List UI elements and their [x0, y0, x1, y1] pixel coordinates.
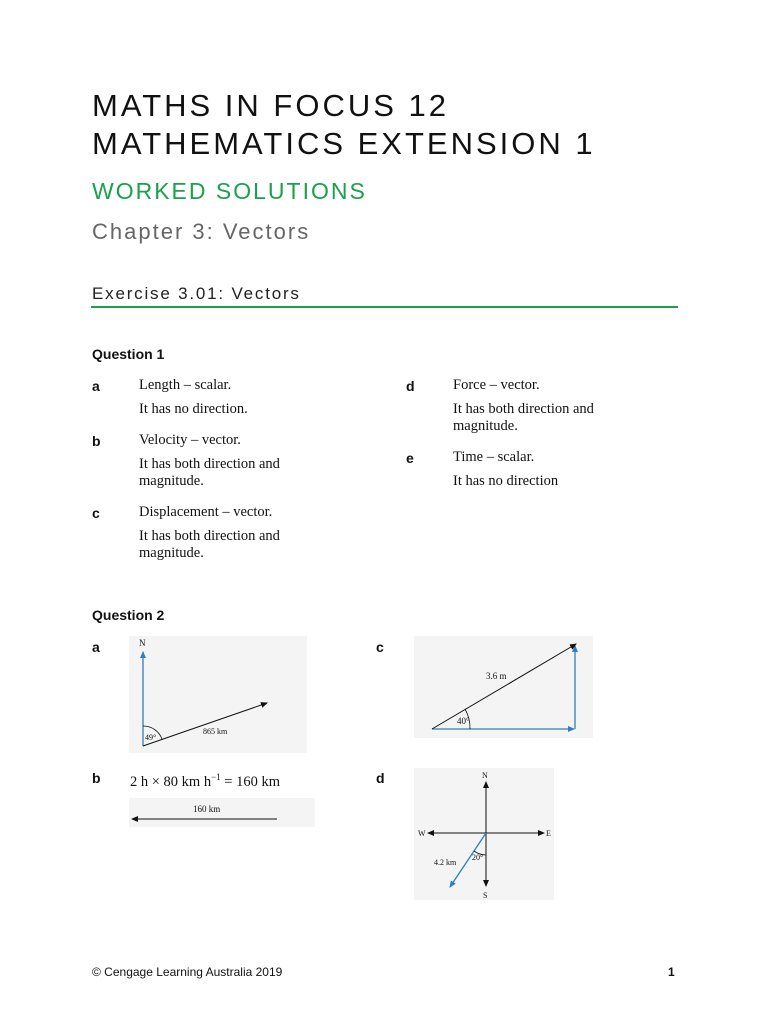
q1-a-line2: It has no direction. [139, 401, 248, 417]
q1-e-line2: It has no direction [453, 473, 559, 489]
west-label: W [418, 829, 426, 838]
calc-main: 2 h × 80 km h [130, 773, 212, 790]
q1-a-answer [139, 377, 329, 425]
q2-d-diagram [414, 768, 554, 900]
q1-c-label: c [92, 505, 100, 521]
exercise-heading: Exercise 3.01: Vectors [92, 284, 301, 303]
exercise-divider [91, 306, 678, 308]
footer-copyright: © Cengage Learning Australia 2019 [92, 965, 283, 979]
q2-b-calculation [130, 769, 280, 791]
footer-page-number: 1 [668, 965, 675, 979]
calc-exponent: −1 [211, 772, 221, 782]
q2-b-label: b [92, 770, 101, 786]
q2-c-label: c [376, 639, 384, 655]
q1-d-label: d [406, 378, 415, 394]
q1-b-line1: Velocity – vector. [139, 432, 241, 448]
north-label: N [482, 771, 488, 780]
distance-label: 4.2 km [434, 858, 457, 867]
angle-label: 40° [457, 716, 470, 726]
angle-label: 20° [472, 853, 484, 862]
q1-c-answer [139, 504, 309, 569]
angle-label: 49° [145, 733, 157, 742]
distance-label: 3.6 m [486, 671, 507, 681]
q2-a-label: a [92, 639, 100, 655]
distance-label: 160 km [193, 804, 221, 814]
resultant-vector [432, 644, 576, 729]
document-title-line2: MATHEMATICS EXTENSION 1 [92, 126, 596, 161]
south-label: S [483, 891, 488, 900]
q1-d-line2: It has both direction and magnitude. [453, 401, 594, 434]
question-2-heading: Question 2 [92, 607, 165, 623]
chapter-heading: Chapter 3: Vectors [92, 219, 311, 244]
q1-e-label: e [406, 450, 414, 466]
q2-b-diagram [129, 798, 315, 827]
calc-result: = 160 km [220, 773, 281, 790]
q1-b-answer [139, 432, 309, 497]
q1-a-line1: Length – scalar. [139, 377, 232, 393]
q1-c-line2: It has both direction and magnitude. [139, 528, 280, 561]
document-title-line1: MATHS IN FOCUS 12 [92, 88, 450, 123]
east-label: E [546, 829, 551, 838]
q1-e-line1: Time – scalar. [453, 449, 535, 465]
q1-d-answer [453, 377, 623, 442]
q1-a-label: a [92, 378, 100, 394]
q1-b-line2: It has both direction and magnitude. [139, 456, 280, 489]
q1-e-answer [453, 449, 643, 497]
q1-c-line1: Displacement – vector. [139, 504, 273, 520]
north-label: N [139, 638, 146, 648]
q1-d-line1: Force – vector. [453, 377, 540, 393]
q1-b-label: b [92, 433, 101, 449]
q2-d-label: d [376, 770, 385, 786]
distance-label: 865 km [203, 727, 228, 736]
displacement-vector [143, 703, 267, 746]
worked-solutions-heading: WORKED SOLUTIONS [92, 178, 367, 204]
question-1-heading: Question 1 [92, 346, 165, 362]
q2-c-diagram [414, 636, 593, 738]
q2-a-diagram [129, 636, 307, 753]
